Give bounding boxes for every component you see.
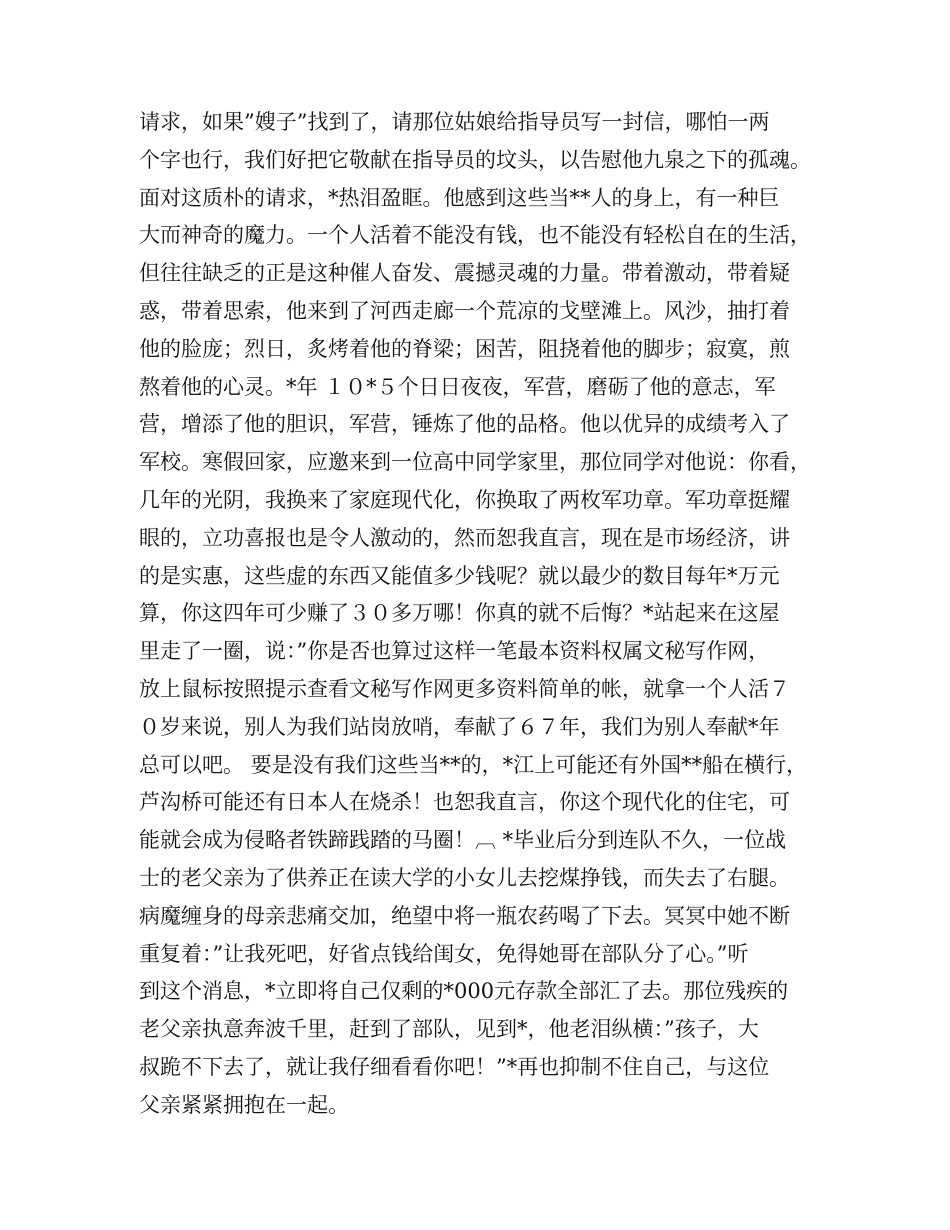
text-line: 到这个消息，*立即将自己仅剩的*000元存款全部汇了去。那位残疾的: [139, 979, 789, 1004]
body-text: [139, 104, 839, 1125]
text-line: 大而神奇的魔力。一个人活着不能没有钱，也不能没有轻松自在的生活，: [139, 223, 811, 248]
text-line: 眼的，立功喜报也是令人激动的，然而恕我直言，现在是市场经济，讲: [139, 525, 790, 550]
text-line: 放上鼠标按照提示查看文秘写作网更多资料简单的帐，就拿一个人活７: [139, 676, 790, 701]
text-line: 芦沟桥可能还有日本人在烧杀！也恕我直言，你这个现代化的住宅，可: [139, 790, 790, 815]
text-line: 面对这质朴的请求，*热泪盈眶。他感到这些当**人的身上，有一种巨: [139, 185, 780, 210]
text-line: 惑，带着思索，他来到了河西走廊一个荒凉的戈壁滩上。风沙，抽打着: [139, 298, 790, 323]
text-line: 军校。寒假回家，应邀来到一位高中同学家里，那位同学对他说：你看，: [139, 450, 811, 475]
text-line: 个字也行，我们好把它敬献在指导员的坟头，以告慰他九泉之下的孤魂。: [139, 147, 811, 172]
text-line: 里走了一圈，说：”你是否也算过这样一笔最本资料权属文秘写作网，: [139, 639, 770, 664]
text-line: 他的脸庞；烈日，炙烤着他的脊梁；困苦，阻挠着他的脚步；寂寞，煎: [139, 336, 790, 361]
text-line: 但往往缺乏的正是这种催人奋发、震撼灵魂的力量。带着激动，带着疑: [139, 261, 790, 286]
text-line: 几年的光阴，我换来了家庭现代化，你换取了两枚军功章。军功章挺耀: [139, 487, 790, 512]
text-line: 熬着他的心灵。*年 １０*５个日日夜夜，军营，磨砺了他的意志，军: [139, 374, 776, 399]
text-line: ０岁来说，别人为我们站岗放哨，奉献了６７年，我们为别人奉献*年: [139, 714, 780, 739]
text-line: 重复着：”让我死吧，好省点钱给闺女，免得她哥在部队分了心。”听: [139, 941, 749, 966]
text-line: 能就会成为侵略者铁蹄践踏的马圈！︹ *毕业后分到连队不久，一位战: [139, 828, 787, 853]
text-line: 士的老父亲为了供养正在读大学的小女儿去挖煤挣钱，而失去了右腿。: [139, 865, 790, 890]
text-line: 总可以吧。 要是没有我们这些当**的，*江上可能还有外国**船在横行，: [139, 752, 808, 777]
text-line: 老父亲执意奔波千里，赶到了部队，见到*，他老泪纵横：”孩子，大: [139, 1017, 759, 1042]
text-line: 请求，如果”嫂子”找到了，请那位姑娘给指导员写一封信，哪怕一两: [139, 110, 770, 134]
text-line: 算，你这四年可少赚了３０多万哪！你真的就不后悔？*站起来在这屋: [139, 601, 780, 626]
text-line: 父亲紧紧拥抱在一起。: [139, 1092, 349, 1117]
text-line: 病魔缠身的母亲悲痛交加，绝望中将一瓶农药喝了下去。冥冥中她不断: [139, 903, 790, 928]
text-line: 营，增添了他的胆识，军营，锤炼了他的品格。他以优异的成绩考入了: [139, 412, 790, 437]
text-line: 的是实惠，这些虚的东西又能值多少钱呢？就以最少的数目每年*万元: [139, 563, 780, 588]
text-line: 叔跪不下去了，就让我仔细看看你吧！”*再也抑制不住自己，与这位: [139, 1054, 770, 1079]
